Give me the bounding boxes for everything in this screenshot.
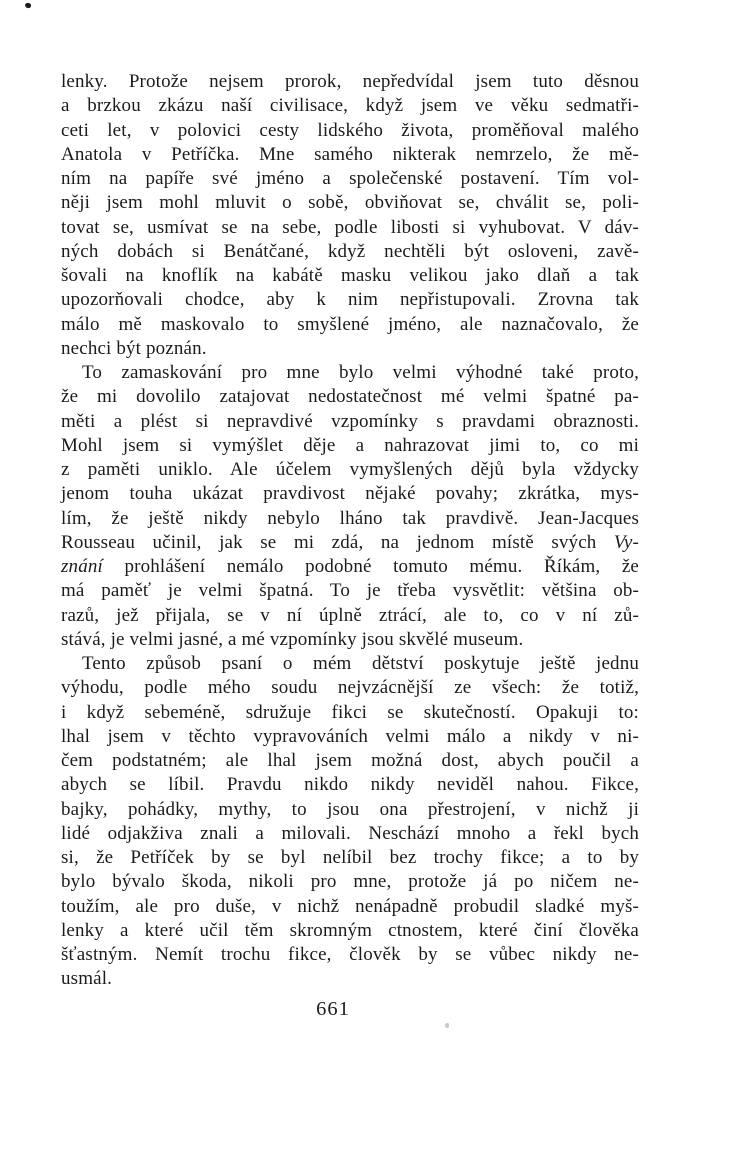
text-line	[61, 70, 639, 94]
text-segment: si, že Petříček by se byl nelíbil bez trochy fikce; a to by	[61, 847, 639, 868]
text-segment: Anatola v Petříčka. Mne samého nikterak nemrzelo, že mě-	[61, 143, 639, 165]
text-line	[61, 701, 639, 725]
text-line	[61, 604, 639, 628]
text-segment: bajky, pohádky, mythy, to jsou ona přestrojení, v nichž ji	[61, 798, 639, 820]
text-segment: lhal jsem v těchto vypravováních velmi málo a nikdy v ni-	[61, 725, 639, 747]
text-line	[61, 167, 639, 191]
text-segment: jenom touha ukázat pravdivost nějaké povahy; zkrátka, mys-	[61, 483, 639, 505]
text-segment: lidé odjakživa znali a milovali. Neschází mnoho a řekl bych	[61, 822, 639, 844]
text-segment: upozorňovali chodce, aby k nim nepřistupovali. Zrovna tak	[61, 289, 639, 311]
text-segment: nechci být poznán.	[61, 337, 207, 359]
text-line	[61, 434, 639, 458]
scan-speck	[24, 2, 31, 8]
text-line	[61, 676, 639, 700]
text-segment: usmál.	[61, 968, 113, 990]
text-line	[61, 264, 639, 288]
text-segment: razů, jež přijala, se v ní úplně ztrácí, ale to, co v ní zů-	[61, 604, 639, 626]
text-segment: ceti let, v polovici cesty lidského života, proměňoval malého	[61, 119, 639, 141]
text-segment: bylo bývalo škoda, nikoli pro mne, protože já po ničem ne-	[61, 871, 639, 893]
italic-text: Vy-	[613, 531, 639, 553]
text-segment: má paměť je velmi špatná. To je třeba vysvětlit: většina ob-	[61, 580, 639, 602]
text-segment: To zamaskování pro mne bylo velmi výhodné také proto,	[82, 362, 639, 383]
text-segment: prohlášení nemálo podobné tomuto mému. Říkám, že	[102, 556, 639, 577]
text-line	[61, 749, 639, 773]
text-line	[61, 337, 639, 361]
text-line	[61, 191, 639, 215]
text-line	[61, 919, 639, 943]
text-line	[61, 482, 639, 506]
text-segment: ním na papíře své jméno a společenské postavení. Tím vol-	[61, 168, 639, 189]
text-line	[61, 531, 639, 555]
text-line	[61, 410, 639, 434]
text-line	[61, 943, 639, 967]
text-segment: Rousseau učinil, jak se mi zdá, na jednom místě svých	[61, 531, 614, 553]
text-line	[61, 216, 639, 240]
text-line	[61, 773, 639, 797]
text-segment: ných dobách si Benátčané, když nechtěli být osloveni, zavě-	[61, 240, 639, 262]
text-segment: abych se líbil. Pravdu nikdo nikdy neviděl nahou. Fikce,	[61, 774, 639, 796]
text-segment: lenky a které učil těm skromným ctnostem, které činí člověka	[61, 919, 639, 941]
italic-text: znání	[61, 556, 103, 577]
page-text	[61, 70, 639, 992]
page-number: 661	[316, 998, 350, 1020]
text-line	[61, 870, 639, 894]
text-segment: měti a plést si nepravdivé vzpomínky s pravdami obraznosti.	[61, 410, 639, 432]
text-segment: tovat se, usmívat se na sebe, podle libosti si vyhubovat. V dáv-	[61, 216, 639, 238]
text-segment: lím, že ještě nikdy nebylo lháno tak pravdivě. Jean-Jacques	[61, 507, 639, 529]
text-line	[61, 725, 639, 749]
text-line	[61, 555, 639, 579]
text-line	[61, 143, 639, 167]
text-segment: výhodu, podle mého soudu nejvzácnější ze všech: že totiž,	[61, 677, 639, 699]
text-segment: stává, je velmi jasné, a mé vzpomínky jsou skvělé museum.	[61, 628, 524, 650]
scan-speck-small	[445, 1023, 449, 1028]
text-segment: něji jsem mohl mluvit o sobě, obviňovat se, chválit se, poli-	[61, 192, 639, 214]
text-segment: lenky. Protože nejsem prorok, nepředvídal jsem tuto děsnou	[61, 71, 639, 92]
text-line	[61, 288, 639, 312]
text-line	[61, 313, 639, 337]
text-line	[61, 119, 639, 143]
text-segment: čem podstatném; ale lhal jsem možná dost, abych poučil a	[61, 750, 639, 771]
text-line	[61, 895, 639, 919]
text-line	[61, 240, 639, 264]
text-line	[61, 967, 639, 991]
text-segment: šťastným. Nemít trochu fikce, člověk by se vůbec nikdy ne-	[61, 944, 639, 965]
text-line	[61, 822, 639, 846]
text-segment: Mohl jsem si vymýšlet děje a nahrazovat jimi to, co mi	[61, 434, 639, 456]
text-segment: šovali na knoflík na kabátě masku velikou jako dlaň a tak	[61, 265, 639, 286]
text-line	[61, 652, 639, 676]
text-line	[61, 361, 639, 385]
text-line	[61, 628, 639, 652]
text-segment: toužím, ale pro duše, v nichž nenápadně probudil sladké myš-	[61, 895, 639, 917]
text-line	[61, 507, 639, 531]
text-line	[61, 798, 639, 822]
text-line	[61, 846, 639, 870]
text-line	[61, 579, 639, 603]
text-line	[61, 458, 639, 482]
text-line	[61, 94, 639, 118]
text-segment: i když sebeméně, sdružuje fikci se skutečností. Opakuji to:	[61, 701, 639, 723]
text-segment: z paměti uniklo. Ale účelem vymyšlených dějů byla vždycky	[61, 459, 639, 480]
text-segment: Tento způsob psaní o mém dětství poskytuje ještě jednu	[82, 653, 639, 674]
text-line	[61, 385, 639, 409]
text-segment: málo mě maskovalo to smyšlené jméno, ale naznačovalo, že	[61, 313, 639, 335]
text-segment: že mi dovolilo zatajovat nedostatečnost mé velmi špatné pa-	[61, 386, 639, 408]
text-segment: a brzkou zkázu naší civilisace, když jsem ve věku sedmatři-	[61, 95, 639, 117]
